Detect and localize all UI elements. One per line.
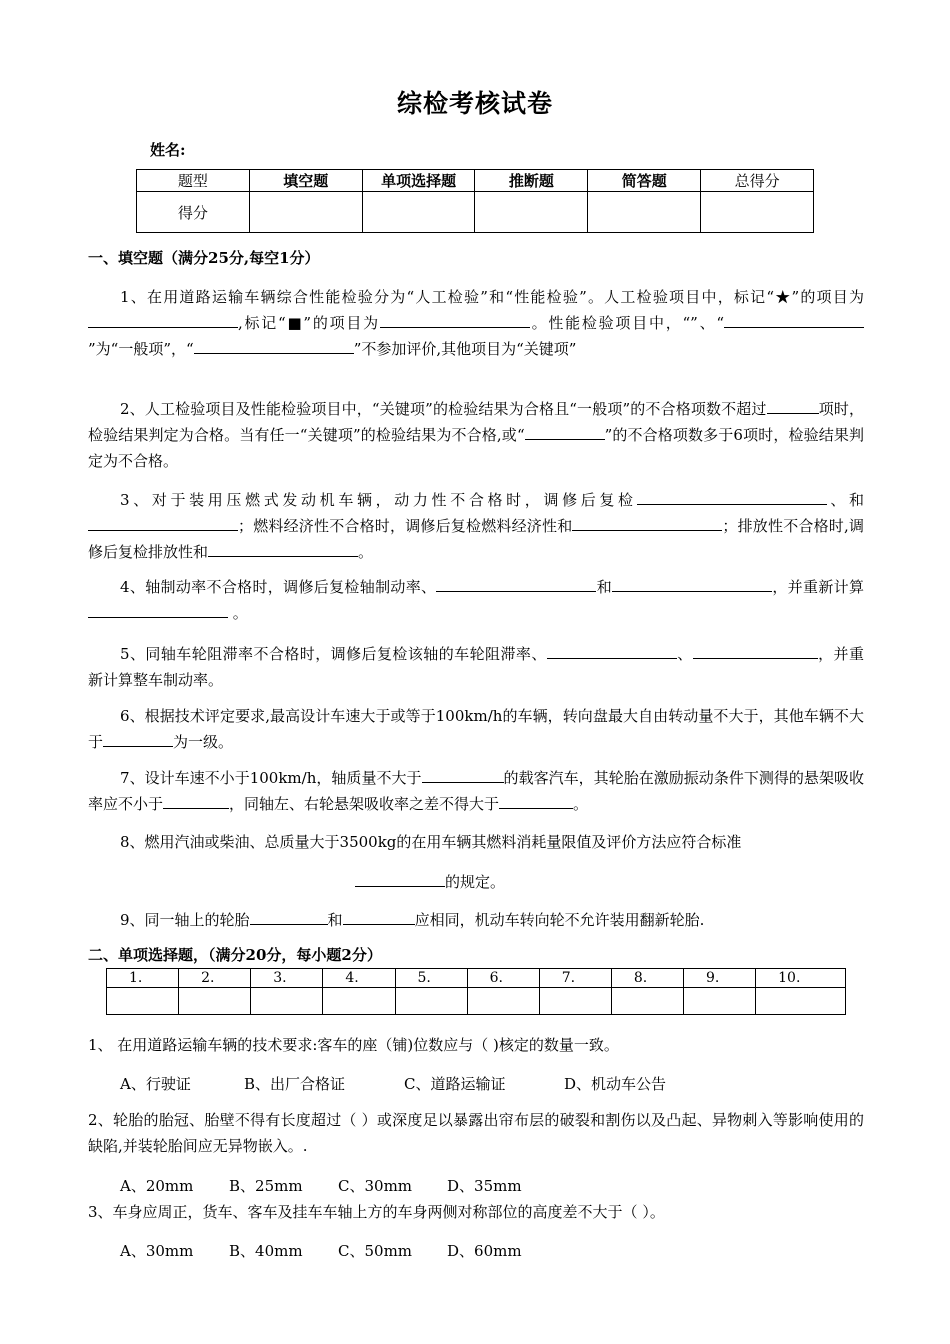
blank[interactable] [88,313,238,328]
score-cell-judge[interactable] [475,192,588,233]
option[interactable]: D、60mm [447,1242,522,1260]
answer-number: 9. [684,969,756,988]
score-header-judge: 推断题 [475,170,588,192]
blank[interactable] [693,644,818,659]
blank[interactable] [436,577,596,592]
fill-question-5: 5、同轴车轮阻滞率不合格时，调修后复检该轴的车轮阻滞率、 、 ，并重新计算整车制动率。 [88,645,864,689]
answer-cell[interactable] [539,988,611,1015]
fill-question-6: 6、根据技术评定要求,最高设计车速大于或等于100km/h的车辆，转向盘最大自由转动量不大于，其他车辆不大于 为一级。 [88,707,864,751]
option[interactable]: B、40mm [229,1242,303,1260]
blank[interactable] [547,644,677,659]
option[interactable]: A、行驶证 [120,1075,191,1093]
option[interactable]: B、25mm [229,1177,303,1195]
score-cell-total[interactable] [701,192,814,233]
section2-heading: 二、单项选择题，（满分20分，每小题2分） [88,946,382,964]
fill-question-8: 8、燃用汽油或柴油、总质量大于3500kg的在用车辆其燃料消耗量限值及评价方法应符合标准 [120,833,742,851]
option[interactable]: D、35mm [447,1177,522,1195]
blank[interactable] [572,516,722,531]
answer-cell[interactable] [467,988,539,1015]
fill-question-7: 7、设计车速不小于100km/h，轴质量不大于 的载客汽车，其轮胎在激励振动条件下测得的悬架吸收率应不小于 ，同轴左、右轮悬架吸收率之差不得大于 。 [88,769,864,813]
choice-options-3 [120,1240,522,1261]
answer-number: 8. [611,969,683,988]
fill-question-9: 9、同一轴上的轮胎 和 应相同，机动车转向轮不允许装用翻新轮胎. [120,911,705,929]
blank[interactable] [724,313,864,328]
blank[interactable] [422,768,504,783]
blank[interactable] [208,542,358,557]
score-header-fill: 填空题 [249,170,362,192]
answer-number: 5. [395,969,467,988]
blank[interactable] [250,910,328,925]
answer-number: 10. [756,969,846,988]
answer-number: 4. [323,969,395,988]
blank[interactable] [343,910,415,925]
answer-number: 6. [467,969,539,988]
score-table [136,169,814,233]
blank[interactable] [194,339,354,354]
option[interactable]: B、出厂合格证 [244,1075,346,1093]
answer-cell[interactable] [611,988,683,1015]
answer-cell[interactable] [179,988,251,1015]
option[interactable]: D、机动车公告 [564,1075,667,1093]
answer-number: 7. [539,969,611,988]
fill-question-4: 4、轴制动率不合格时，调修后复检轴制动率、 和 ，并重新计算 。 [88,574,864,626]
fill-question-3: 3、对于装用压燃式发动机车辆，动力性不合格时，调修后复检 、和；燃料经济性不合格时，调修后复检燃料经济性和 ；排放性不合格时,调修后复检排放性和 。 [88,491,864,561]
name-label: 姓名: [150,141,186,159]
answer-cell[interactable] [323,988,395,1015]
option[interactable]: C、道路运输证 [404,1075,506,1093]
option[interactable]: C、30mm [338,1177,413,1195]
score-header-type: 题型 [137,170,250,192]
blank[interactable] [525,425,605,440]
answer-table [106,968,846,1015]
answer-number: 3. [251,969,323,988]
choice-question-1: 1、 在用道路运输车辆的技术要求:客车的座（铺)位数应与（ )核定的数量一致。 [88,1036,619,1054]
choice-options-2 [120,1175,522,1196]
answer-cell[interactable] [395,988,467,1015]
blank[interactable] [88,603,228,618]
score-header-choice: 单项选择题 [362,170,475,192]
score-header-short: 简答题 [588,170,701,192]
blank[interactable] [355,872,445,887]
score-cell-fill[interactable] [249,192,362,233]
blank[interactable] [637,490,827,505]
page-title: 综检考核试卷 [396,89,553,118]
option[interactable]: C、50mm [338,1242,413,1260]
option[interactable]: A、30mm [120,1242,194,1260]
section1-heading: 一、填空题（满分25分,每空1分） [88,249,320,267]
score-header-total: 总得分 [701,170,814,192]
answer-cell[interactable] [756,988,846,1015]
fill-question-1: 1、在用道路运输车辆综合性能检验分为“人工检验”和“性能检验”。人工检验项目中，标记“★”的项目为,标记“■”的项目为 。性能检验项目中，“”、“”为“一般项”，“ ”不参加评价,其他项目为“关键项” [88,288,864,358]
answer-cell[interactable] [251,988,323,1015]
blank[interactable] [103,732,173,747]
fill-question-2: 2、人工检验项目及性能检验项目中，“关键项”的检验结果为合格且“一般项”的不合格项数不超过 项时，检验结果判定为合格。当有任一“关键项”的检验结果为不合格,或“ ”的不合格项数多于6项时，检验结果判定为不合格。 [88,400,864,470]
blank[interactable] [499,794,573,809]
option[interactable]: A、20mm [120,1177,194,1195]
blank[interactable] [767,399,819,414]
blank[interactable] [163,794,229,809]
answer-number: 1. [107,969,179,988]
blank[interactable] [612,577,772,592]
score-cell-short[interactable] [588,192,701,233]
answer-number: 2. [179,969,251,988]
answer-cell[interactable] [684,988,756,1015]
choice-options-1 [120,1073,666,1094]
choice-question-2: 2、轮胎的胎冠、胎壁不得有长度超过（ ）或深度足以暴露出帘布层的破裂和割伤以及凸起、异物刺入等影响使用的缺陷,并装轮胎间应无异物嵌入。. [88,1111,864,1155]
answer-cell[interactable] [107,988,179,1015]
blank[interactable] [88,516,238,531]
score-row-label: 得分 [137,192,250,233]
choice-question-3: 3、车身应周正，货车、客车及挂车车轴上方的车身两侧对称部位的高度差不大于（ ）。 [88,1203,665,1221]
score-cell-choice[interactable] [362,192,475,233]
fill-question-8-tail: 的规定。 [355,871,505,892]
blank[interactable] [380,313,530,328]
